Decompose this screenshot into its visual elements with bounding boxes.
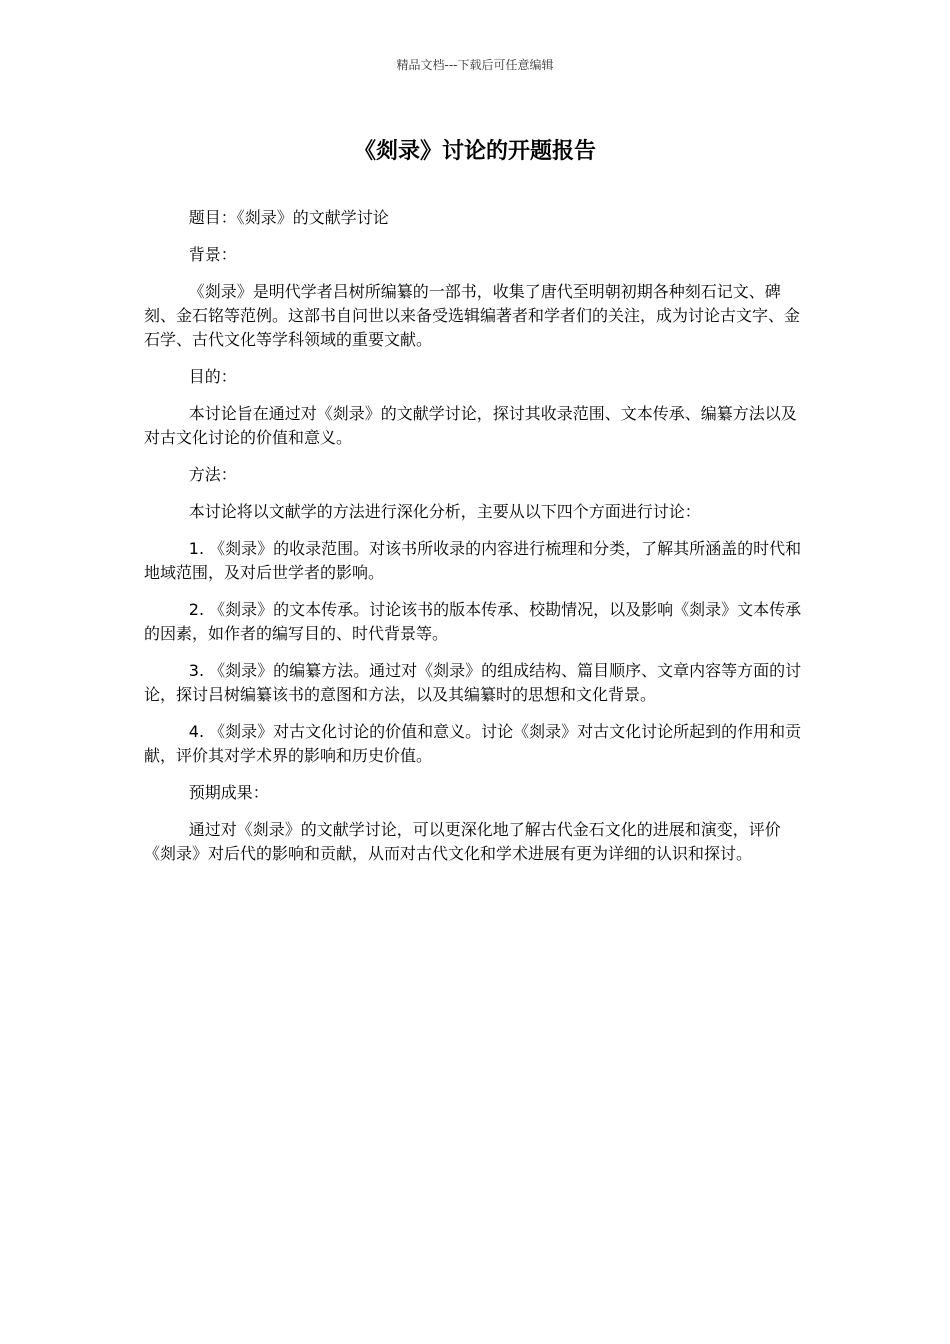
- document-title: 《剡录》讨论的开题报告: [353, 139, 596, 164]
- heading-background: 背景：: [188, 245, 237, 264]
- heading-method: 方法：: [188, 465, 237, 484]
- paragraph-background: 《剡录》是明代学者吕树所编纂的一部书，收集了唐代至明朝初期各种刻石记文、碑刻、金石铭等范例。这部书自问世以来备受选辑编著者和学者们的关注，成为讨论古文字、金石学、古代文化等学科领域的重要文献。: [144, 282, 801, 349]
- method-item-2: 2. 《剡录》的文本传承。讨论该书的版本传承、校勘情况，以及影响《剡录》文本传承的因素，如作者的编写目的、时代背景等。: [144, 600, 802, 643]
- method-item-1: 1. 《剡录》的收录范围。对该书所收录的内容进行梳理和分类，了解其所涵盖的时代和地域范围，及对后世学者的影响。: [144, 539, 802, 582]
- paragraph-topic: 题目：《剡录》的文献学讨论: [188, 208, 389, 227]
- heading-purpose: 目的：: [188, 367, 237, 386]
- paragraph-expected-results: 通过对《剡录》的文献学讨论，可以更深化地了解古代金石文化的进展和演变，评价《剡录》对后代的影响和贡献，从而对古代文化和学术进展有更为详细的认识和探讨。: [144, 820, 781, 863]
- paragraph-method-intro: 本讨论将以文献学的方法进行深化分析，主要从以下四个方面进行讨论：: [188, 502, 701, 521]
- method-item-4: 4. 《剡录》对古文化讨论的价值和意义。讨论《剡录》对古文化讨论所起到的作用和贡献，评价其对学术界的影响和历史价值。: [144, 722, 802, 765]
- paragraph-purpose: 本讨论旨在通过对《剡录》的文献学讨论，探讨其收录范围、文本传承、编纂方法以及对古文化讨论的价值和意义。: [144, 404, 797, 447]
- method-item-3: 3. 《剡录》的编纂方法。通过对《剡录》的组成结构、篇目顺序、文章内容等方面的讨论，探讨吕树编纂该书的意图和方法，以及其编纂时的思想和文化背景。: [144, 661, 802, 704]
- heading-expected-results: 预期成果：: [188, 783, 269, 802]
- page-header: 精品文档---下载后可任意编辑: [396, 58, 554, 72]
- document-body: [144, 206, 812, 879]
